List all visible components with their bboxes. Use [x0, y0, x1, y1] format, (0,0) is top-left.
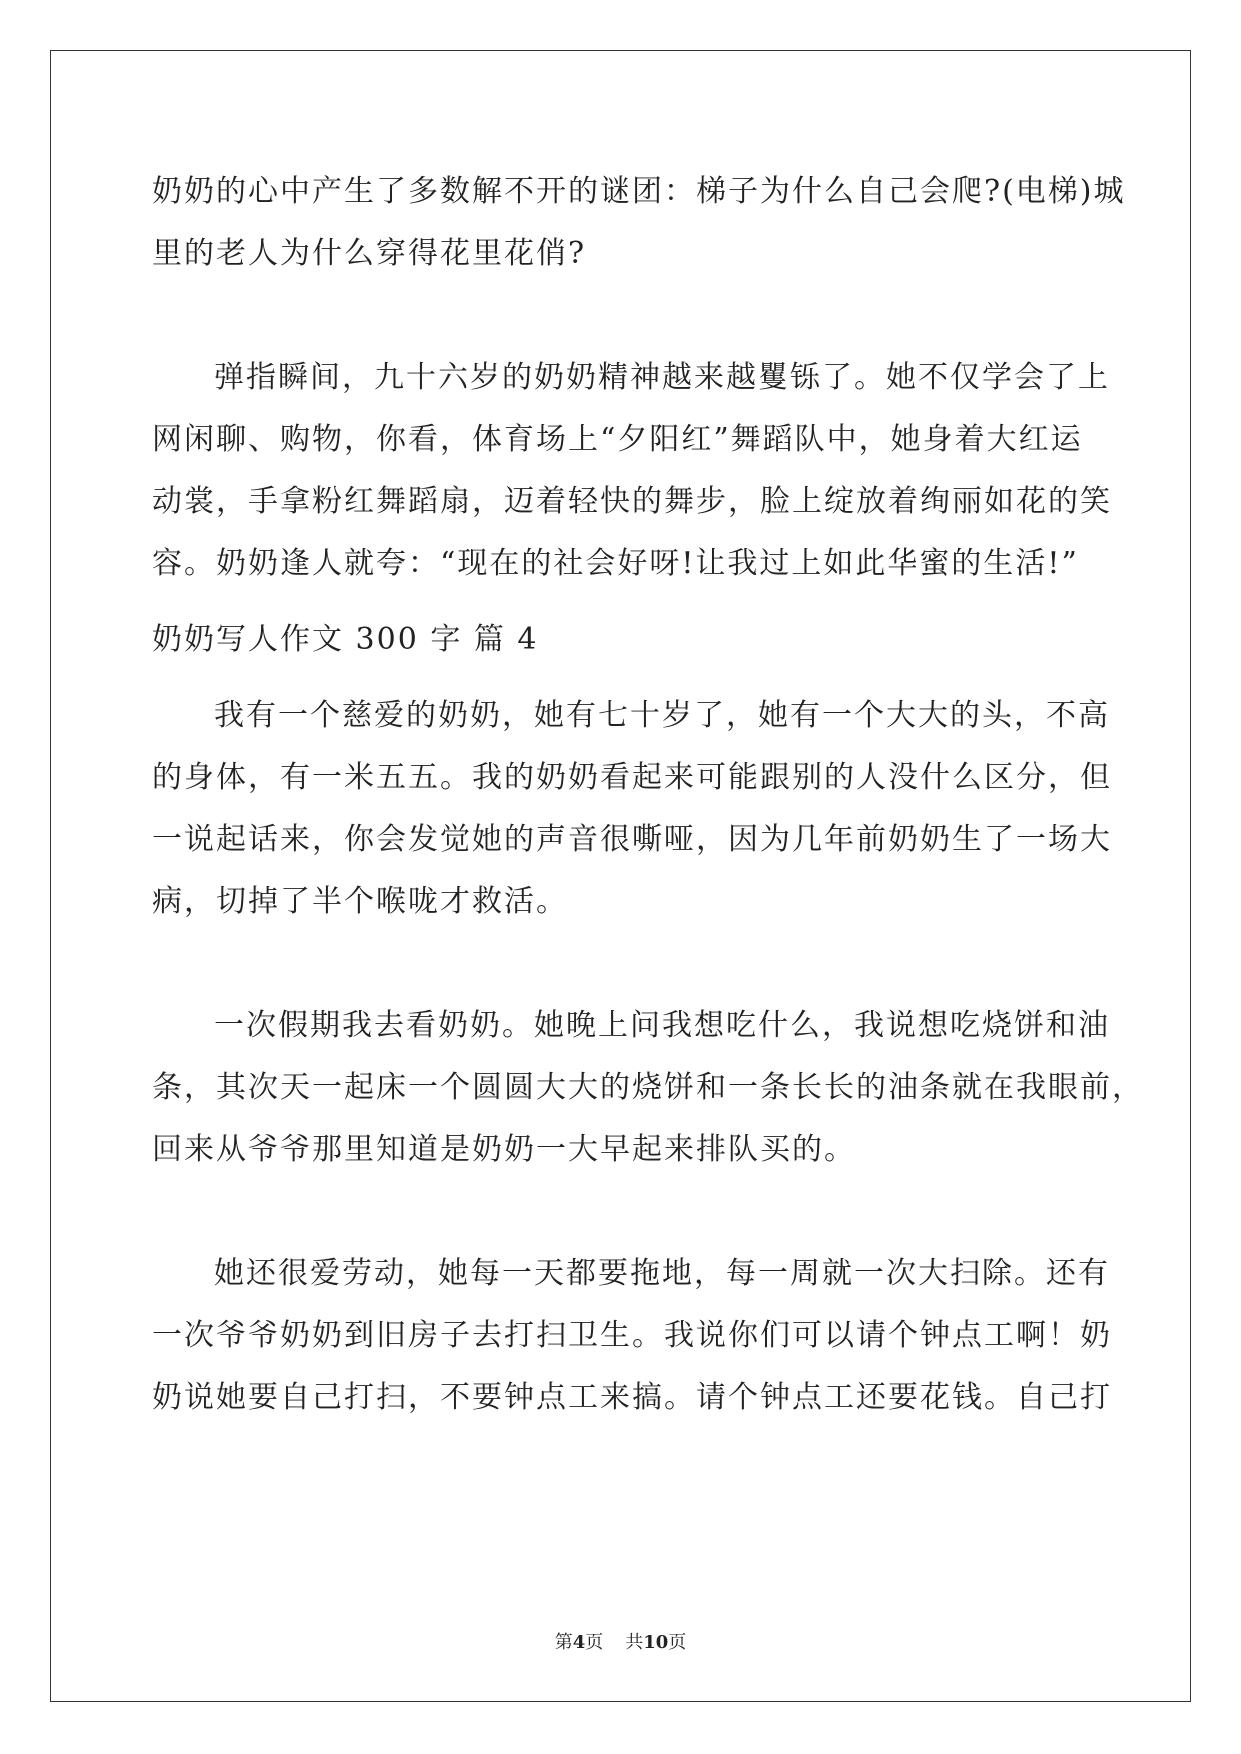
page-total: 共10页: [625, 1632, 687, 1653]
text-line: 容。奶奶逢人就夸：“现在的社会好呀!让我过上如此华蜜的生活!”: [152, 546, 1079, 581]
text-line: 她还很爱劳动，她每一天都要拖地，每一周就一次大扫除。还有: [214, 1256, 1110, 1291]
page-number: 第4页: [554, 1632, 604, 1653]
paragraph-holiday: [152, 995, 1144, 1181]
text-line: 网闲聊、购物，你看，体育场上“夕阳红”舞蹈队中，她身着大红运: [152, 422, 1083, 457]
paragraph-loving: [152, 685, 1112, 933]
paragraph-energetic: [152, 347, 1112, 595]
text-line: 的身体，有一米五五。我的奶奶看起来可能跟别的人没什么区分，但: [152, 760, 1112, 795]
paragraph-labor: [152, 1243, 1112, 1429]
document-body: [152, 161, 1144, 1429]
text-line: 奶说她要自己打扫，不要钟点工来搞。请个钟点工还要花钱。自己打: [152, 1380, 1112, 1415]
text-line: 里的老人为什么穿得花里花俏?: [152, 236, 587, 271]
text-line: 动裳，手拿粉红舞蹈扇，迈着轻快的舞步，脸上绽放着绚丽如花的笑: [152, 484, 1112, 519]
text-line: 一次爷爷奶奶到旧房子去打扫卫生。我说你们可以请个钟点工啊！奶: [152, 1318, 1112, 1353]
text-line: 回来从爷爷那里知道是奶奶一大早起来排队买的。: [152, 1132, 856, 1167]
text-line: 我有一个慈爱的奶奶，她有七十岁了，她有一个大大的头，不高: [214, 698, 1110, 733]
text-line: 一次假期我去看奶奶。她晚上问我想吃什么，我说想吃烧饼和油: [214, 1008, 1110, 1043]
text-line: 奶奶的心中产生了多数解不开的谜团：梯子为什么自己会爬?(电梯)城: [152, 174, 1126, 209]
text-line: 一说起话来，你会发觉她的声音很嘶哑，因为几年前奶奶生了一场大: [152, 822, 1112, 857]
paragraph-continued: [152, 161, 1126, 285]
text-line: 病，切掉了半个喉咙才救活。: [152, 884, 568, 919]
section-heading: 奶奶写人作文 300 字 篇 4: [152, 622, 539, 657]
text-line: 弹指瞬间，九十六岁的奶奶精神越来越矍铄了。她不仅学会了上: [214, 360, 1110, 395]
page-footer: [0, 1628, 1241, 1654]
text-line: 条，其次天一起床一个圆圆大大的烧饼和一条长长的油条就在我眼前，: [152, 1070, 1144, 1105]
